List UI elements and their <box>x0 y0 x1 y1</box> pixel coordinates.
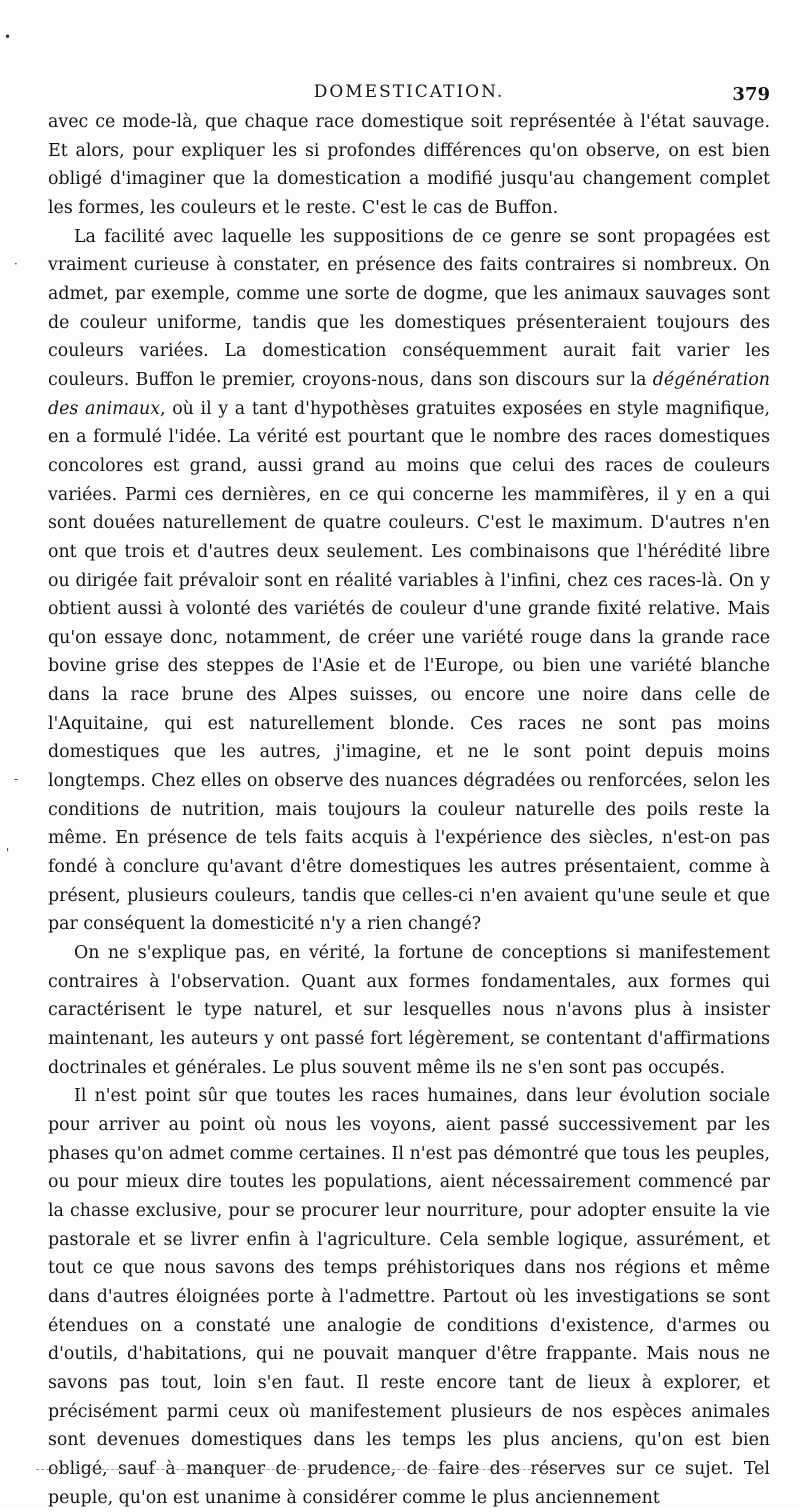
body-text <box>48 108 770 1512</box>
margin-speck: · <box>14 257 18 271</box>
margin-speck: - <box>14 772 19 786</box>
text-run: , où il y a tant d'hypothèses gratuites exposées en style magnifique, en a formulé l'idée. La vérité est pourtant que le nombre des races domestiques concolores est grand, aussi grand au moins que celui des races de couleurs variées. Parmi ces dernières, en ce qui concerne les mammifères, il y en a qui sont douées naturellement de quatre couleurs. C'est le maximum. D'autres n'en ont que trois et d'autres deux seulement. Les combinaisons que l'hérédité libre ou dirigée fait prévaloir sont en réalité variables à l'infini, chez ces races-là. On y obtient aussi à volonté des variétés de couleur d'une grande fixité relative. Mais qu'on essaye donc, notamment, de créer une variété rouge dans la grande race bovine grise des steppes de l'Asie et de l'Europe, ou bien une variété blanche dans la race brune des Alpes suisses, ou encore une noire dans celle de l'Aquitaine, qui est naturellement blonde. Ces races ne sont pas moins domestiques que les autres, j'imagine, et ne le sont point depuis moins longtemps. Chez elles on observe des nuances dégradées ou renforcées, selon les conditions de nutrition, mais toujours la couleur naturelle des poils reste la même. En présence de tels faits acquis à l'expérience des siècles, n'est-on pas fondé à conclure qu'avant d'être domestiques les autres présentaient, comme à présent, plusieurs couleurs, tandis que celles-ci n'en avaient qu'une seule et que par conséquent la domesticité n'y a rien changé? <box>48 398 770 935</box>
paragraph <box>48 1082 770 1512</box>
page-number: 379 <box>732 84 770 105</box>
running-title: DOMESTICATION. <box>313 82 505 102</box>
running-head <box>48 82 770 106</box>
paragraph <box>48 108 770 223</box>
italic-title: dégénération des animaux <box>48 369 770 419</box>
text-run: On ne s'explique pas, en vérité, la fortune de conceptions si manifestement contraires à l'observation. Quant aux formes fondamentales, aux formes qui caractérisent le type naturel, et sur lesquelles nous n'avons plus à insister maintenant, les auteurs y ont passé fort légèrement, se contentant d'affirmations doctrinales et générales. Le plus souvent même ils ne s'en sont pas occupés. <box>48 943 770 1078</box>
margin-speck: ' <box>6 846 10 860</box>
text-run: Il n'est point sûr que toutes les races humaines, dans leur évolution sociale pour arriver au point où nous les voyons, aient passé successivement par les phases qu'on admet comme certaines. Il n'est pas démontré que tous les peuples, ou pour mieux dire toutes les populations, aient nécessairement commencé par la chasse exclusive, pour se procurer leur nourriture, pour adopter ensuite la vie pastorale et se livrer enfin à l'agriculture. Cela semble logique, assurément, et tout ce que nous savons des temps préhistoriques dans nos régions et même dans d'autres éloignées porte à l'admettre. Partout où les investigations se sont étendues on a constaté une analogie de conditions d'existence, d'armes ou d'outils, d'habitations, qui ne pouvait manquer d'être frappante. Mais nous ne savons pas tout, loin s'en faut. Il reste encore tant de lieux à explorer, et précisément parmi ceux où manifestement plusieurs de nos espèces animales sont devenues domestiques dans les temps les plus anciens, qu'on est bien obligé, sauf à manquer de prudence, de faire des réserves sur ce sujet. Tel peuple, qu'on est unanime à considérer comme le plus anciennement <box>48 1086 770 1508</box>
paragraph <box>48 223 770 939</box>
paragraph <box>48 939 770 1082</box>
page-bottom-rule <box>36 1469 596 1470</box>
text-run: La facilité avec laquelle les suppositions de ce genre se sont propagées est vraiment curieuse à constater, en présence des faits contraires si nombreux. On admet, par exemple, comme une sorte de dogme, que les animaux sauvages sont de couleur uniforme, tandis que les domestiques présenteraient toujours des couleurs variées. La domestication conséquemment aurait fait varier les couleurs. Buffon le premier, croyons-nous, dans son discours sur la <box>48 226 770 390</box>
margin-speck: • <box>4 30 12 44</box>
text-run: avec ce mode-là, que chaque race domestique soit représentée à l'état sauvage. Et alors, pour expliquer les si profondes différences qu'on observe, on est bien obligé d'imaginer que la domestication a modifié jusqu'au changement complet les formes, les couleurs et le reste. C'est le cas de Buffon. <box>48 112 770 218</box>
